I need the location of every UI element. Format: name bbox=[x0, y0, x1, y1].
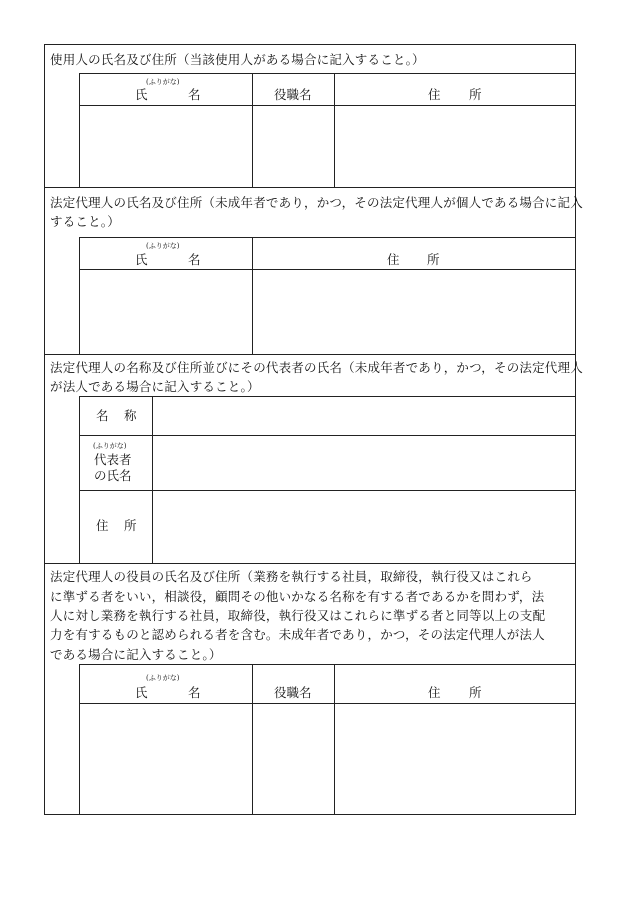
section3-row1-bottom bbox=[79, 435, 576, 436]
section1-header-bottom bbox=[79, 105, 576, 106]
section2-heading-line2: すること。） bbox=[50, 214, 120, 229]
section3-representative-label-2: の氏名 bbox=[94, 468, 132, 483]
section4-header-bottom bbox=[79, 703, 576, 704]
section2-name-header-2: 名 bbox=[188, 252, 201, 267]
section4-table-top bbox=[79, 664, 576, 665]
section4-address-header-2: 所 bbox=[469, 685, 482, 700]
section2-address-header-2: 所 bbox=[427, 252, 440, 267]
section2-furigana: (ふりがな) bbox=[146, 242, 180, 250]
section4-left-border bbox=[79, 664, 80, 815]
section3-heading-line1: 法定代理人の名称及び住所並びにその代表者の氏名（未成年者であり，かつ，その法定代理人 bbox=[50, 360, 583, 375]
section3-table-top bbox=[79, 396, 576, 397]
section2-address-header-1: 住 bbox=[387, 252, 400, 267]
section3-address-label-2: 所 bbox=[124, 518, 137, 533]
section3-bottom bbox=[45, 563, 576, 564]
section1-address-header-1: 住 bbox=[428, 87, 441, 102]
section1-furigana: (ふりがな) bbox=[146, 78, 180, 86]
section1-col-divider-2 bbox=[334, 73, 335, 187]
section3-row2-bottom bbox=[79, 490, 576, 491]
section2-heading-line1: 法定代理人の氏名及び住所（未成年者であり，かつ，その法定代理人が個人である場合に記入 bbox=[50, 195, 583, 210]
section4-name-header-1: 氏 bbox=[135, 685, 148, 700]
section3-name-label-2: 称 bbox=[124, 408, 137, 423]
section4-heading-line4: 力を有するものと認められる者を含む。未成年者であり，かつ，その法定代理人が法人 bbox=[50, 627, 545, 642]
section4-name-header-2: 名 bbox=[188, 685, 201, 700]
section3-label-divider bbox=[152, 396, 153, 563]
section4-heading-line3: 人に対し業務を執行する社員，取締役，執行役又はこれらに準ずる者と同等以上の支配 bbox=[50, 608, 546, 623]
section4-address-header-1: 住 bbox=[428, 685, 441, 700]
section2-table-top bbox=[79, 237, 576, 238]
section4-heading-line1: 法定代理人の役員の氏名及び住所（業務を執行する社員，取締役，執行役又はこれら bbox=[50, 569, 533, 584]
section2-col-divider bbox=[252, 237, 253, 354]
section4-heading-line5: である場合に記入すること。） bbox=[50, 647, 222, 662]
section4-col-divider-1 bbox=[252, 664, 253, 815]
section2-name-header-1: 氏 bbox=[135, 252, 148, 267]
section4-heading-line2: に準ずる者をいい，相談役，顧問その他いかなる名称を有する者であるかを問わず，法 bbox=[50, 589, 545, 604]
section2-header-bottom bbox=[79, 269, 576, 270]
section1-name-header-2: 名 bbox=[188, 87, 201, 102]
section4-col-divider-2 bbox=[334, 664, 335, 815]
section2-left-border bbox=[79, 237, 80, 354]
section3-furigana: (ふりがな) bbox=[93, 442, 127, 450]
license-form-page bbox=[44, 44, 583, 815]
section3-representative-label-1: 代表者 bbox=[94, 452, 132, 467]
section1-left-border bbox=[79, 73, 80, 187]
section1-name-header-1: 氏 bbox=[135, 87, 148, 102]
section1-col-divider-1 bbox=[252, 73, 253, 187]
section4-position-header: 役職名 bbox=[274, 685, 312, 700]
section1-position-header: 役職名 bbox=[274, 87, 312, 102]
section3-left-border bbox=[79, 396, 80, 563]
section3-name-label-1: 名 bbox=[96, 408, 109, 423]
section3-heading-line2: が法人である場合に記入すること。） bbox=[50, 379, 260, 394]
section3-address-label-1: 住 bbox=[96, 518, 109, 533]
section4-furigana: (ふりがな) bbox=[146, 674, 180, 682]
section2-bottom bbox=[45, 354, 576, 355]
section1-address-header-2: 所 bbox=[469, 87, 482, 102]
section1-heading: 使用人の氏名及び住所（当該使用人がある場合に記入すること。） bbox=[50, 52, 425, 67]
section1-bottom bbox=[45, 187, 576, 188]
section1-table-top bbox=[79, 73, 576, 74]
